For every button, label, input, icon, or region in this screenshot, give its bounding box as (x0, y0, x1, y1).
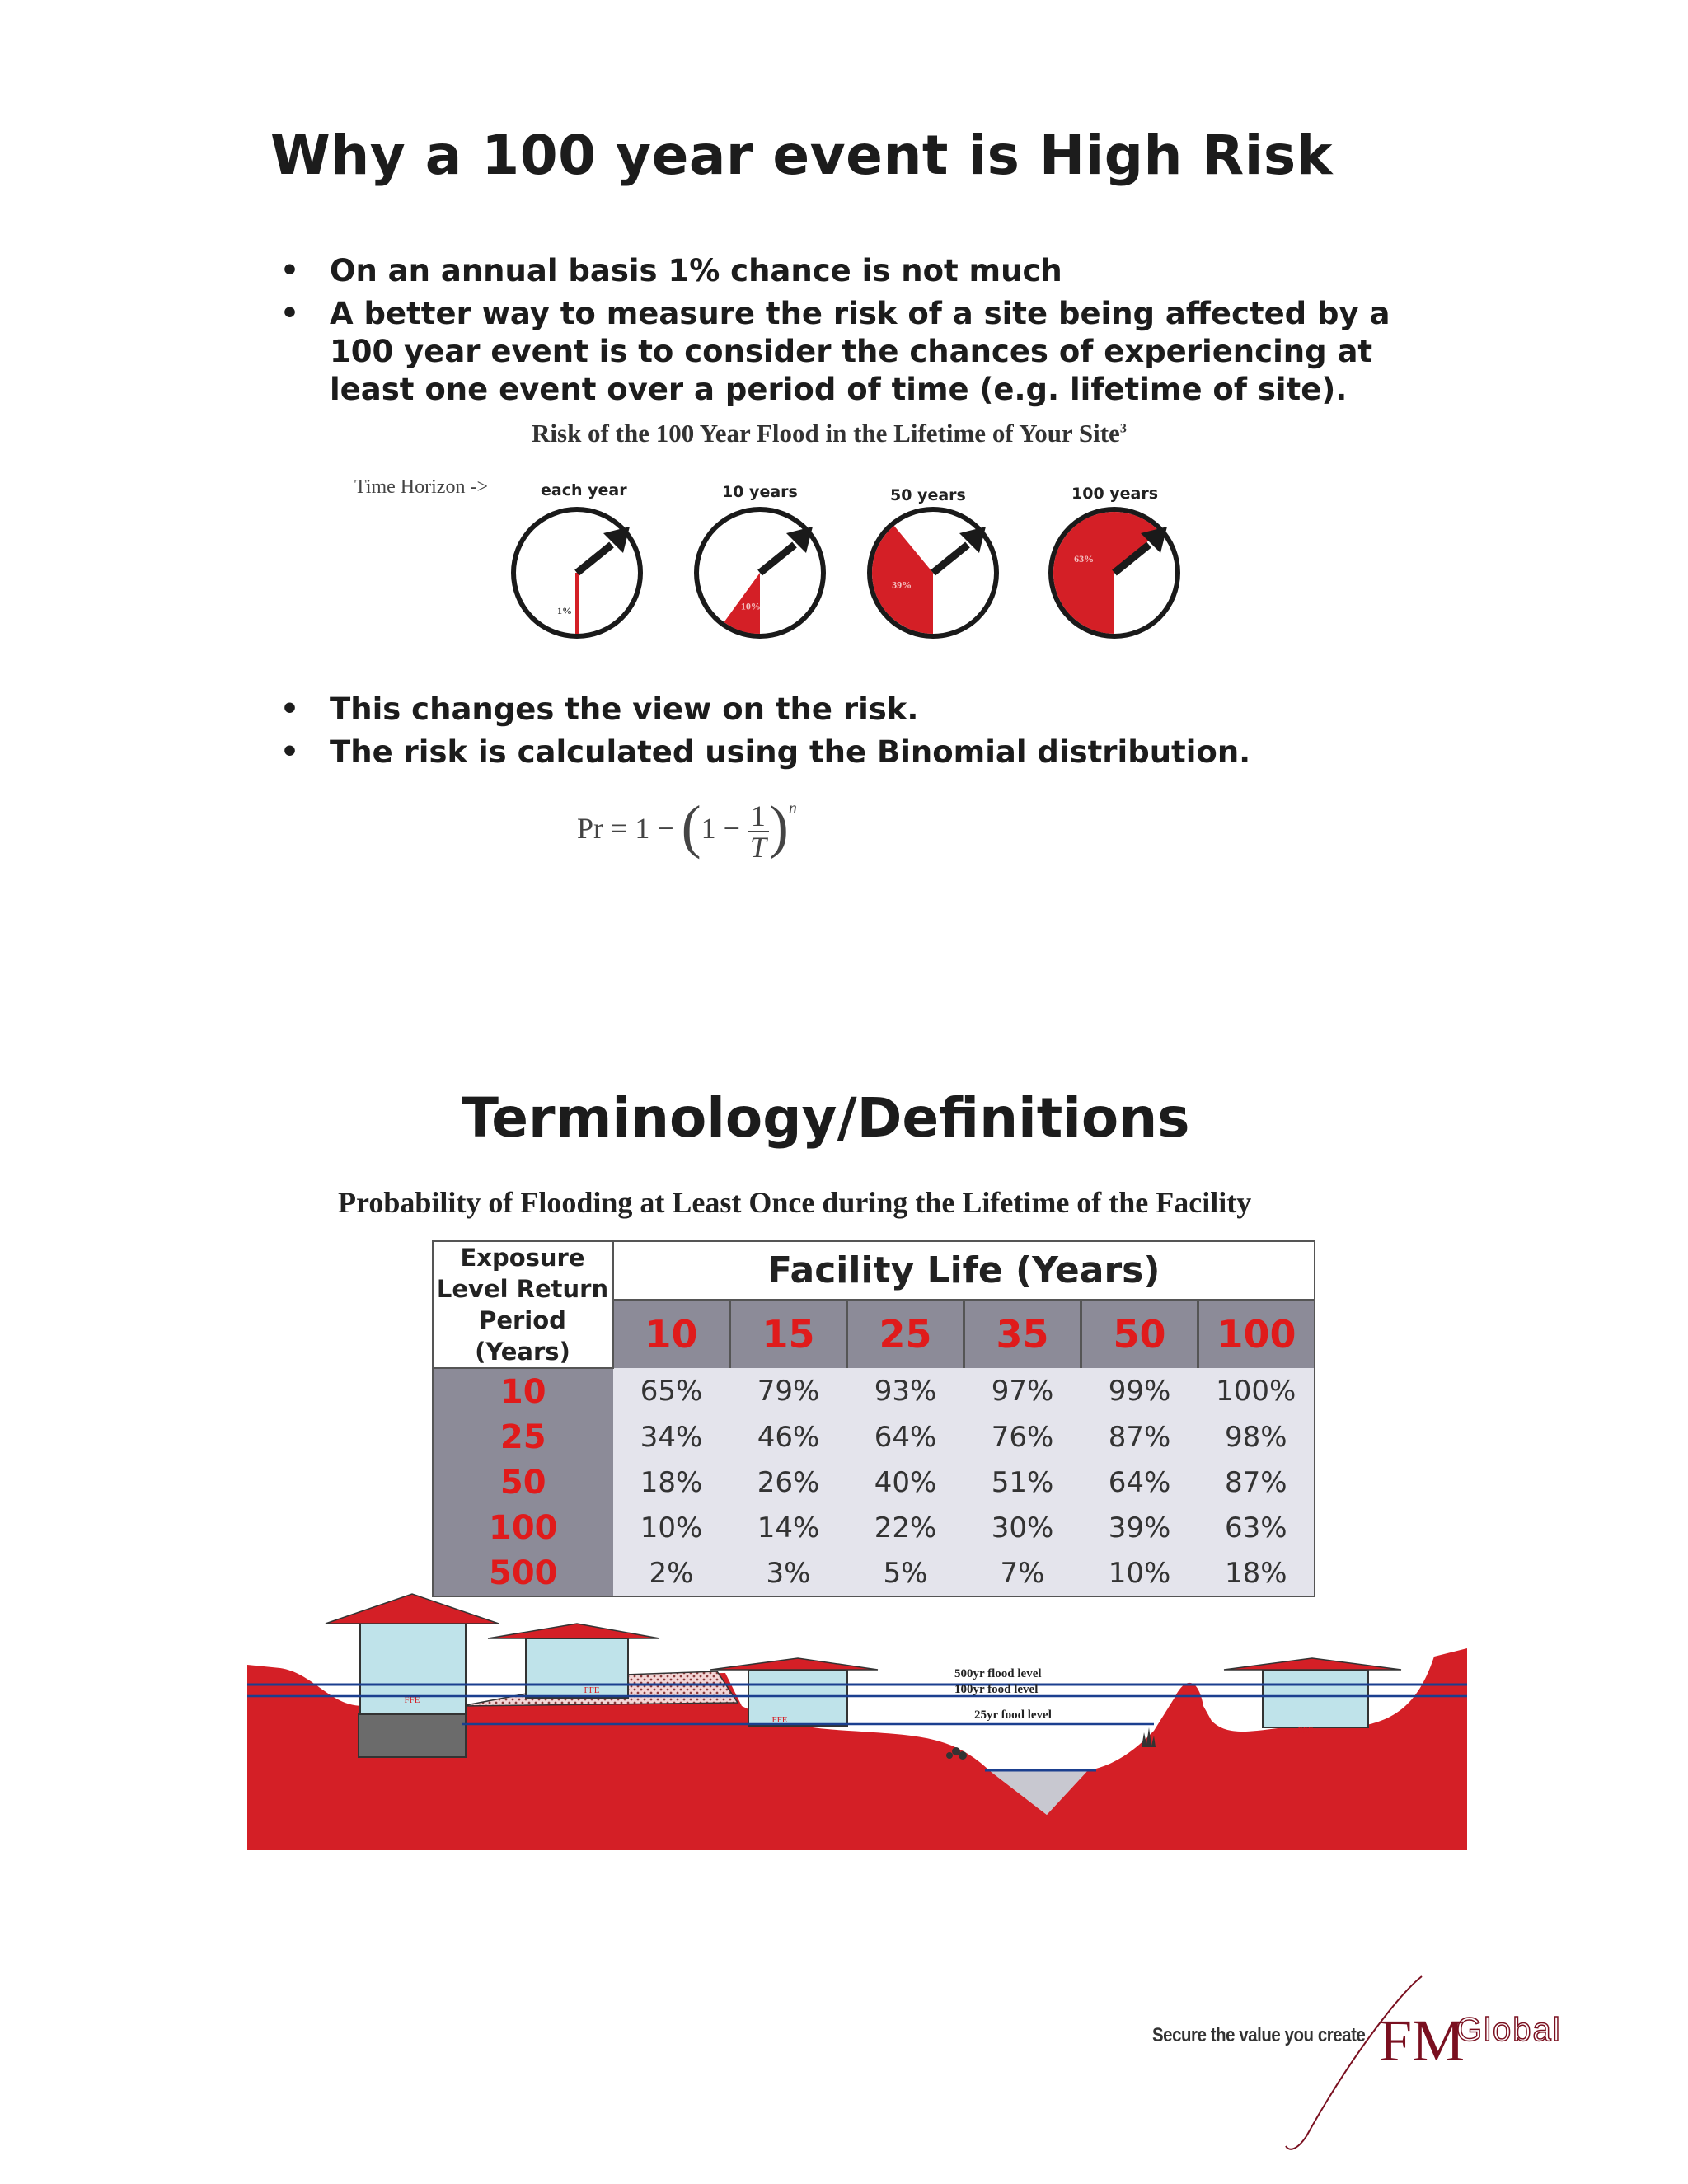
table-caption: Probability of Flooding at Least Once during the Lifetime of the Facility (338, 1186, 1252, 1219)
gauge-label-10-years: 10 years (722, 483, 798, 501)
flood-cross-section (0, 1582, 1688, 1854)
section2-title: Terminology/Definitions (462, 1086, 1190, 1150)
table-row (433, 1460, 1315, 1505)
exposure-header: Exposure Level Return Period (Years) (433, 1241, 613, 1368)
table-cell: 30% (964, 1505, 1081, 1550)
row-header: 500 (433, 1550, 613, 1596)
row-header: 50 (433, 1460, 613, 1505)
risk-gauge (870, 509, 996, 636)
table-cell: 10% (613, 1505, 730, 1550)
table-cell: 79% (730, 1368, 847, 1414)
table-cell: 46% (730, 1414, 847, 1460)
section1-title: Why a 100 year event is High Risk (270, 124, 1334, 187)
gauge-percent-label: 10% (740, 600, 761, 612)
column-header: 35 (964, 1300, 1081, 1368)
table-row (433, 1505, 1315, 1550)
table-cell: 7% (964, 1550, 1081, 1596)
time-horizon-label: Time Horizon -> (354, 476, 488, 498)
svg-text:Global: Global (1456, 2012, 1562, 2048)
table-cell: 51% (964, 1460, 1081, 1505)
risk-gauge (696, 509, 823, 636)
gauge-percent-label: 63% (1074, 553, 1095, 565)
footnote-marker: 3 (1119, 421, 1127, 436)
ffe-label: FFE (771, 1715, 788, 1725)
table-cell: 3% (730, 1550, 847, 1596)
vegetation (946, 1727, 1156, 1760)
gauge-label-100-years: 100 years (1071, 485, 1159, 503)
gauge-label-50-years: 50 years (890, 486, 966, 504)
table-cell: 40% (847, 1460, 964, 1505)
table-row (433, 1414, 1315, 1460)
ffe-label: FFE (1297, 1726, 1314, 1736)
bullet-item: • The risk is calculated using the Binomial distribution. (272, 733, 1442, 771)
conclusion-bullet-list (272, 691, 1442, 776)
column-header: 100 (1198, 1300, 1315, 1368)
intro-bullet-list (272, 252, 1442, 414)
table-cell: 63% (1198, 1505, 1315, 1550)
table-cell: 100% (1198, 1368, 1315, 1414)
row-header: 10 (433, 1368, 613, 1414)
table-cell: 18% (1198, 1550, 1315, 1596)
table-cell: 26% (730, 1460, 847, 1505)
table-cell: 98% (1198, 1414, 1315, 1460)
table-cell: 34% (613, 1414, 730, 1460)
table-cell: 14% (730, 1505, 847, 1550)
table-cell: 5% (847, 1550, 964, 1596)
column-header: 10 (613, 1300, 730, 1368)
row-header: 25 (433, 1414, 613, 1460)
table-cell: 76% (964, 1414, 1081, 1460)
table-cell: 93% (847, 1368, 964, 1414)
table-cell: 87% (1198, 1460, 1315, 1505)
flood-level-label: 500yr flood level (954, 1667, 1042, 1680)
column-header: 50 (1081, 1300, 1198, 1368)
table-cell: 10% (1081, 1550, 1198, 1596)
table-cell: 2% (613, 1550, 730, 1596)
ffe-label: FFE (584, 1685, 600, 1695)
table-cell: 22% (847, 1505, 964, 1550)
table-cell: 65% (613, 1368, 730, 1414)
column-header: 25 (847, 1300, 964, 1368)
gauge-label-each-year: each year (541, 481, 627, 499)
gauge-caption: Risk of the 100 Year Flood in the Lifetime of Your Site$^3$ (532, 419, 1127, 448)
table-cell: 97% (964, 1368, 1081, 1414)
table-cell: 39% (1081, 1505, 1198, 1550)
table-cell: 99% (1081, 1368, 1198, 1414)
risk-gauges (495, 494, 1203, 659)
ffe-label: FFE (404, 1695, 420, 1705)
table-cell: 64% (1081, 1460, 1198, 1505)
table-cell: 64% (847, 1414, 964, 1460)
footer-tagline: Secure the value you create (1152, 2024, 1366, 2046)
bullet-item: • A better way to measure the risk of a site being affected by a 100 year event is to consider the chances of experiencing at least one event over a period of time (e.g. lifetime of site). (272, 295, 1442, 409)
gauge-percent-label: 1% (557, 605, 572, 616)
bullet-item: • On an annual basis 1% chance is not much (272, 252, 1442, 290)
building (1224, 1658, 1401, 1727)
table-cell: 18% (613, 1460, 730, 1505)
facility-life-header: Facility Life (Years) (613, 1241, 1315, 1300)
risk-gauge (513, 509, 640, 636)
row-header: 100 (433, 1505, 613, 1550)
gauge-percent-label: 39% (892, 579, 912, 591)
flood-level-label: 25yr food level (974, 1708, 1052, 1722)
svg-text:FM: FM (1379, 2008, 1465, 2074)
flood-level-label: 100yr food level (954, 1683, 1039, 1696)
basement (359, 1714, 466, 1757)
bullet-item: • This changes the view on the risk. (272, 691, 1442, 729)
flood-probability-table (432, 1240, 1315, 1597)
risk-gauge (1051, 509, 1178, 636)
fm-global-logo (1150, 1971, 1578, 2153)
table-cell: 87% (1081, 1414, 1198, 1460)
gauge-wedge (575, 573, 579, 634)
table-row (433, 1368, 1315, 1414)
binomial-formula: Pr = 1 − (1 − $\frac{1}{T}$ )$^n$ (577, 794, 797, 864)
column-header: 15 (730, 1300, 847, 1368)
